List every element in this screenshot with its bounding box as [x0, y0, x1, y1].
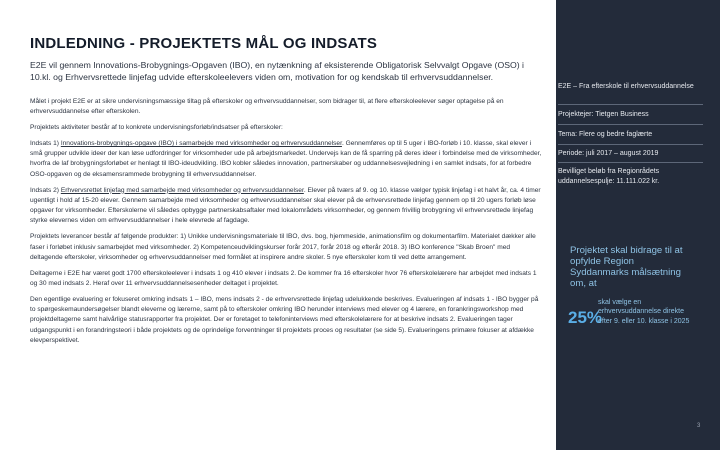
- project-owner: Projektejer: Tietgen Business: [558, 111, 649, 118]
- project-name: E2E – Fra efterskole til erhvervsuddannelse: [558, 83, 694, 90]
- goal-paragraph: Målet i projekt E2E er at sikre undervisningsmæssige tiltag på efterskoler og erhvervsuddannelser, som bidrager til, at flere efterskoleelever søger optagelse på en erhvervsuddannelse efter efterskolen.: [30, 98, 504, 116]
- goal-description: skal vælge en erhvervsuddannelse direkte efter 9. eller 10. klasse i 2025: [598, 299, 690, 325]
- activities-paragraph: Projektets aktiviteter består af to konkrete undervisningsforløb/indsatser på efterskoler:: [30, 124, 283, 132]
- evaluation-paragraph: Den egentlige evaluering er fokuseret omkring indsats 1 – IBO, mens indsats 2 - de erhvervsrettede linjefag udelukkende beskrives. Evalueringen af indsats 1 - IBO bygger på to spørgeskemaundersøgelser blandt eleverne og lærerne, samt på to efterskoler omkring IBO herunder interviews med elever og 4 lærere, en forankringsworkshop med projektdeltagerne samt halvårlige statusrapporter fra projektet. Der er foretaget to telefoninterviews med efterskolelærere for at beskrive indsats 2. Evalueringen tager udgangspunkt i en forandringsteori i både projektets og de oprindelige forventninger til projektets proces og resultater (se side 5). Evalueringens primære fokuser at afdække elevperspektivet.: [30, 295, 539, 344]
- project-funding: Bevilliget beløb fra Regionrådets uddannelsespulje: 11.111.022 kr.: [558, 168, 660, 185]
- divider: [558, 144, 703, 145]
- participants-paragraph: Deltagerne i E2E har været godt 1700 efterskoleelever i indsats 1 og 410 elever i indsats 2. De kommer fra 16 efterskoler hvor 76 efterskolelærere har arbejdet med indsats 1 og 30 med indsats 2. Heraf over 11 erhvervsuddannelsesenheder deltaget i projektet.: [30, 269, 537, 287]
- goal-highlight: Projektet skal bidrage til at opfylde Region Syddanmarks målsætning om, at: [570, 245, 683, 289]
- deliverables-paragraph: Projektets leverancer består af følgende produkter: 1) Unikke undervisningsmateriale til IBO, dvs. bog, hjemmeside, animationsfilm og dokumentarfilm. Materialet dækker alle faser i forløbet inklusiv samarbejdet med virksomheder. 2) Kompetenceudviklingskurser forår 2017, forår 2018 og efterår 2018. 3) IBO konference "Skab Broen" med deltagende efterskoler, virksomheder og erhvervsuddannelser med formålet at inspirere andre skoler. 5 nye efterskoler kom til ved dette arrangement.: [30, 233, 536, 261]
- indsats-2-paragraph: [30, 186, 542, 227]
- body-text: [30, 97, 542, 352]
- divider: [558, 124, 703, 125]
- indsats-1-text: . Gennemføres op til 5 uger i IBO-forløb i 10. klasse, skal elever i små grupper udvikle ideer der kan løse udfordringer for virksomheder ude på arbejdsmarkedet. Undervejs kan de få sparring på deres ideer i forbindelse med de virksomheder, hvorfra de laf brobygningsforløbet er henlagt til IBO-ideudvikling. IBO kobler således innovation, partnerskaber og uddannelsesvejledning i en samlet indsats, for at forbedre OSO-opgaven og de eksamensrammede brobygning til erhvervsuddannelser.: [30, 139, 542, 178]
- page-title: INDLEDNING - PROJEKTETS MÅL OG INDSATS: [30, 35, 378, 52]
- divider: [558, 104, 703, 105]
- indsats-2-text: . Elever på tværs af 9. og 10. klasse vælger typisk linjefag i et halvt år, ca. 4 timer ugentligt i hold af 15-20 elever. Gennem samarbejde med virksomheder og erhvervsuddannelser skal elever på de erhvervsrettede linjefag gennem op til 20 ugers forløb løse opgaver for virksomheder. Efterskolerne vil således opbygge partnerskabsaftaler med lokalområdets virksomheder, og gennem frivillig brobygning vil erhvervsrettede linjefag styrke elevernes viden om erhvervsuddannelser i hele elevrede af fagdage.: [30, 186, 541, 225]
- indsats-1-paragraph: [30, 139, 542, 180]
- project-theme: Tema: Flere og bedre faglærte: [558, 131, 653, 138]
- project-period: Periode: juli 2017 – august 2019: [558, 150, 659, 157]
- divider: [558, 162, 703, 163]
- page-number: 3: [697, 423, 701, 429]
- indsats-1-link[interactable]: Innovations-brobygnings-opgave (IBO) i samarbejde med virksomheder og erhvervsuddannelser: [60, 139, 342, 147]
- indsats-2-link[interactable]: Erhvervsrettet linjefag med samarbejde med virksomheder og erhvervsuddannelser: [60, 186, 304, 194]
- fact-sidebar: [556, 0, 720, 450]
- indsats-2-label: Indsats 2): [30, 186, 59, 194]
- indsats-1-label: Indsats 1): [30, 139, 59, 147]
- goal-percentage: 25%: [568, 308, 603, 327]
- intro-paragraph: E2E vil gennem Innovations-Brobygnings-Opgaven (IBO), en nytænkning af eksisterende Obligatorisk Selvvalgt Opgave (OSO) i 10.kl. og Erhvervsrettede linjefag udvide efterskoleelevers viden om, motivation for og kendskab til erhvervsuddannelser.: [30, 60, 524, 82]
